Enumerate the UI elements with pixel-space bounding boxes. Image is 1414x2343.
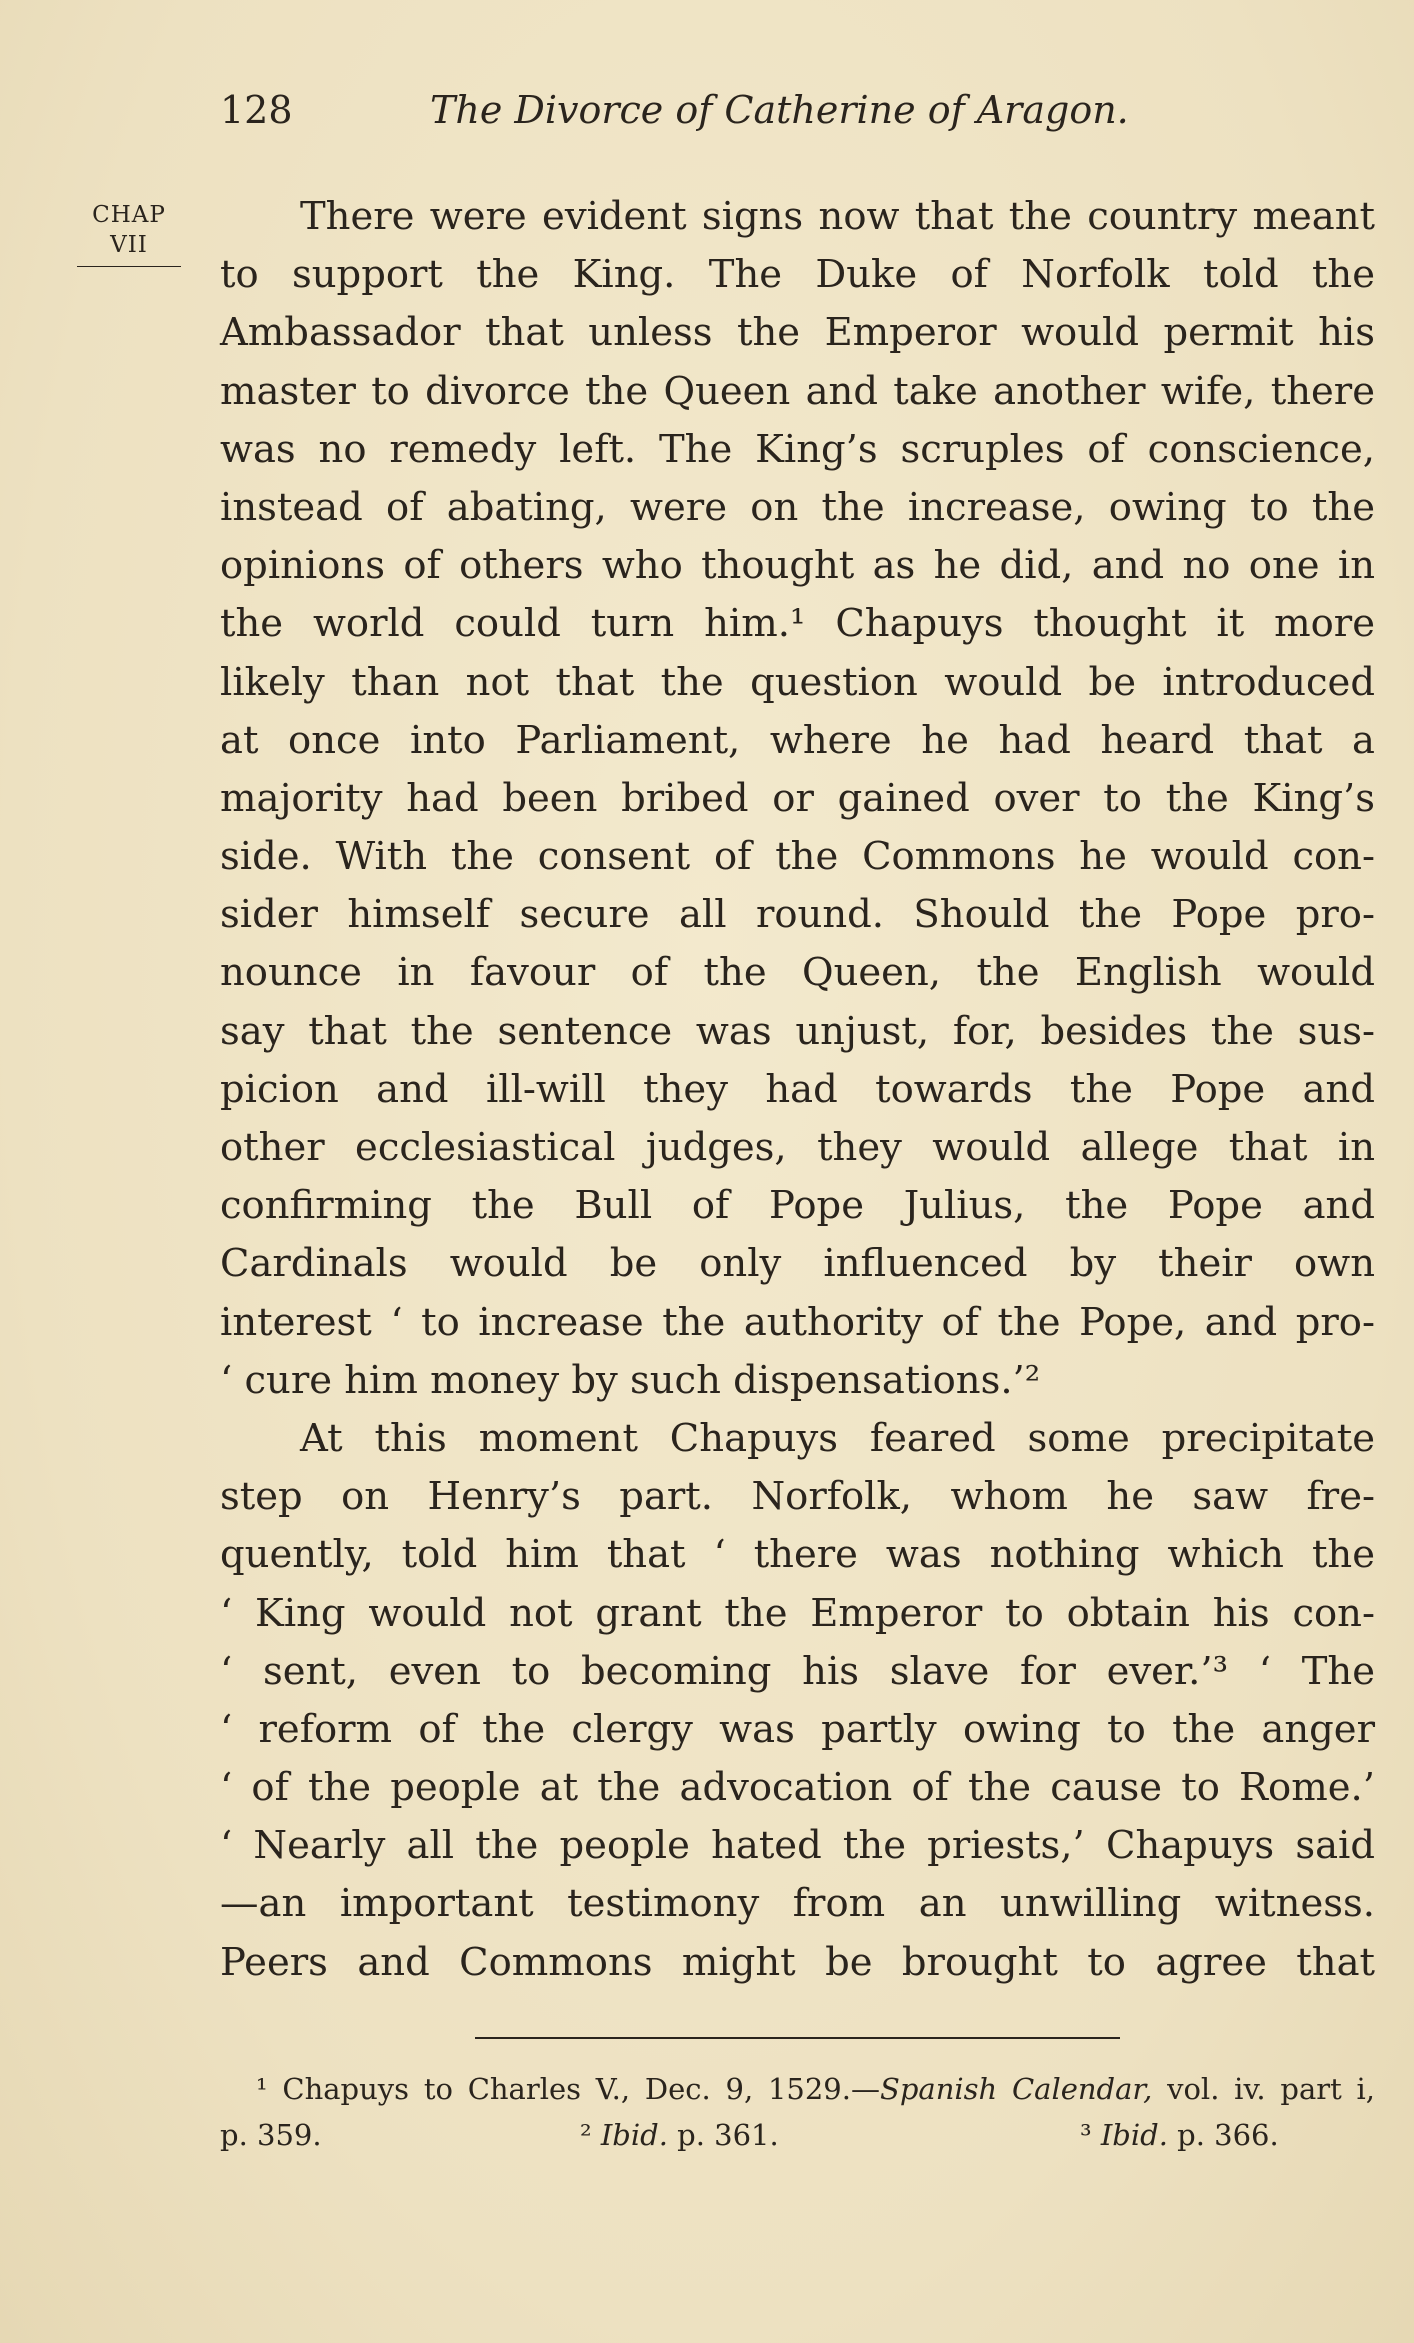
footnote-3 [1080,2112,1279,2158]
footnote-3-source: Ibid. [1100,2118,1168,2152]
footnotes [220,2066,1376,2152]
text-line: ‘ Nearly all the people hated the priests,’ Chapuys said [220,1823,1375,1869]
page-header [220,88,1220,142]
page-number: 128 [220,88,293,132]
text-line: ‘ King would not grant the Emperor to obtain his con- [220,1590,1375,1636]
chapter-label: CHAP [92,202,166,228]
chapter-margin-note [74,200,184,267]
text-line: ‘ of the people at the advocation of the cause to Rome.’ [220,1765,1375,1811]
text-line: confirming the Bull of Pope Julius, the Pope and [220,1183,1375,1229]
text-line: master to divorce the Queen and take another wife, there [220,368,1375,414]
footnote-2-source: Ibid. [600,2118,668,2152]
text-line: likely than not that the question would be introduced [220,659,1375,705]
footnote-2 [580,2112,779,2158]
running-title: The Divorce of Catherine of Aragon. [430,88,1129,132]
text-line: at once into Parliament, where he had heard that a [220,717,1375,763]
text-line: ‘ cure him money by such dispensations.’² [220,1357,1041,1403]
footnote-rule [475,2037,1120,2039]
footnote-2-tail: p. 361. [667,2118,779,2152]
text-line: step on Henry’s part. Norfolk, whom he saw fre- [220,1474,1375,1520]
text-line: There were evident signs now that the country meant [300,194,1375,239]
text-line: say that the sentence was unjust, for, besides the sus- [220,1008,1375,1054]
text-line: to support the King. The Duke of Norfolk told the [220,252,1375,298]
text-line: the world could turn him.¹ Chapuys thought it more [220,601,1375,647]
text-line: majority had been bribed or gained over to the King’s [220,775,1375,821]
footnote-3-tail: p. 366. [1167,2118,1279,2152]
text-line: instead of abating, were on the increase, owing to the [220,484,1375,530]
text-line: Ambassador that unless the Emperor would permit his [220,310,1375,356]
text-line: ‘ reform of the clergy was partly owing to the anger [220,1706,1375,1752]
footnote-1-lead: ¹ Chapuys to Charles V., Dec. 9, 1529.— [256,2072,880,2106]
footnote-1-page: p. 359. [220,2118,322,2152]
text-line: ‘ sent, even to becoming his slave for ever.’³ ‘ The [220,1648,1375,1694]
footnote-1-source: Spanish Calendar, [879,2072,1153,2106]
chapter-number: VII [110,232,148,258]
text-line: Peers and Commons might be brought to agree that [220,1939,1375,1985]
text-line: was no remedy left. The King’s scruples of conscience, [220,426,1375,472]
text-line: interest ‘ to increase the authority of the Pope, and pro- [220,1299,1375,1345]
footnote-3-mark: ³ [1080,2118,1101,2152]
margin-rule [77,266,181,267]
text-line: Cardinals would be only influenced by their own [220,1241,1375,1287]
text-line: —an important testimony from an unwilling witness. [220,1881,1375,1927]
text-line: At this moment Chapuys feared some precipitate [300,1415,1375,1461]
text-line: other ecclesiastical judges, they would allege that in [220,1125,1375,1170]
text-line: picion and ill-will they had towards the Pope and [220,1066,1375,1112]
text-line: sider himself secure all round. Should the Pope pro- [220,892,1375,938]
text-line: quently, told him that ‘ there was nothing which the [220,1532,1375,1578]
body-text [220,188,1375,1992]
footnote-2-mark: ² [580,2118,601,2152]
text-line: nounce in favour of the Queen, the English would [220,950,1375,996]
text-line: side. With the consent of the Commons he would con- [220,834,1375,880]
footnote-1-tail: vol. iv. part i, [1152,2072,1376,2106]
text-line: opinions of others who thought as he did, and no one in [220,543,1375,589]
footnote-1 [220,2066,1375,2112]
